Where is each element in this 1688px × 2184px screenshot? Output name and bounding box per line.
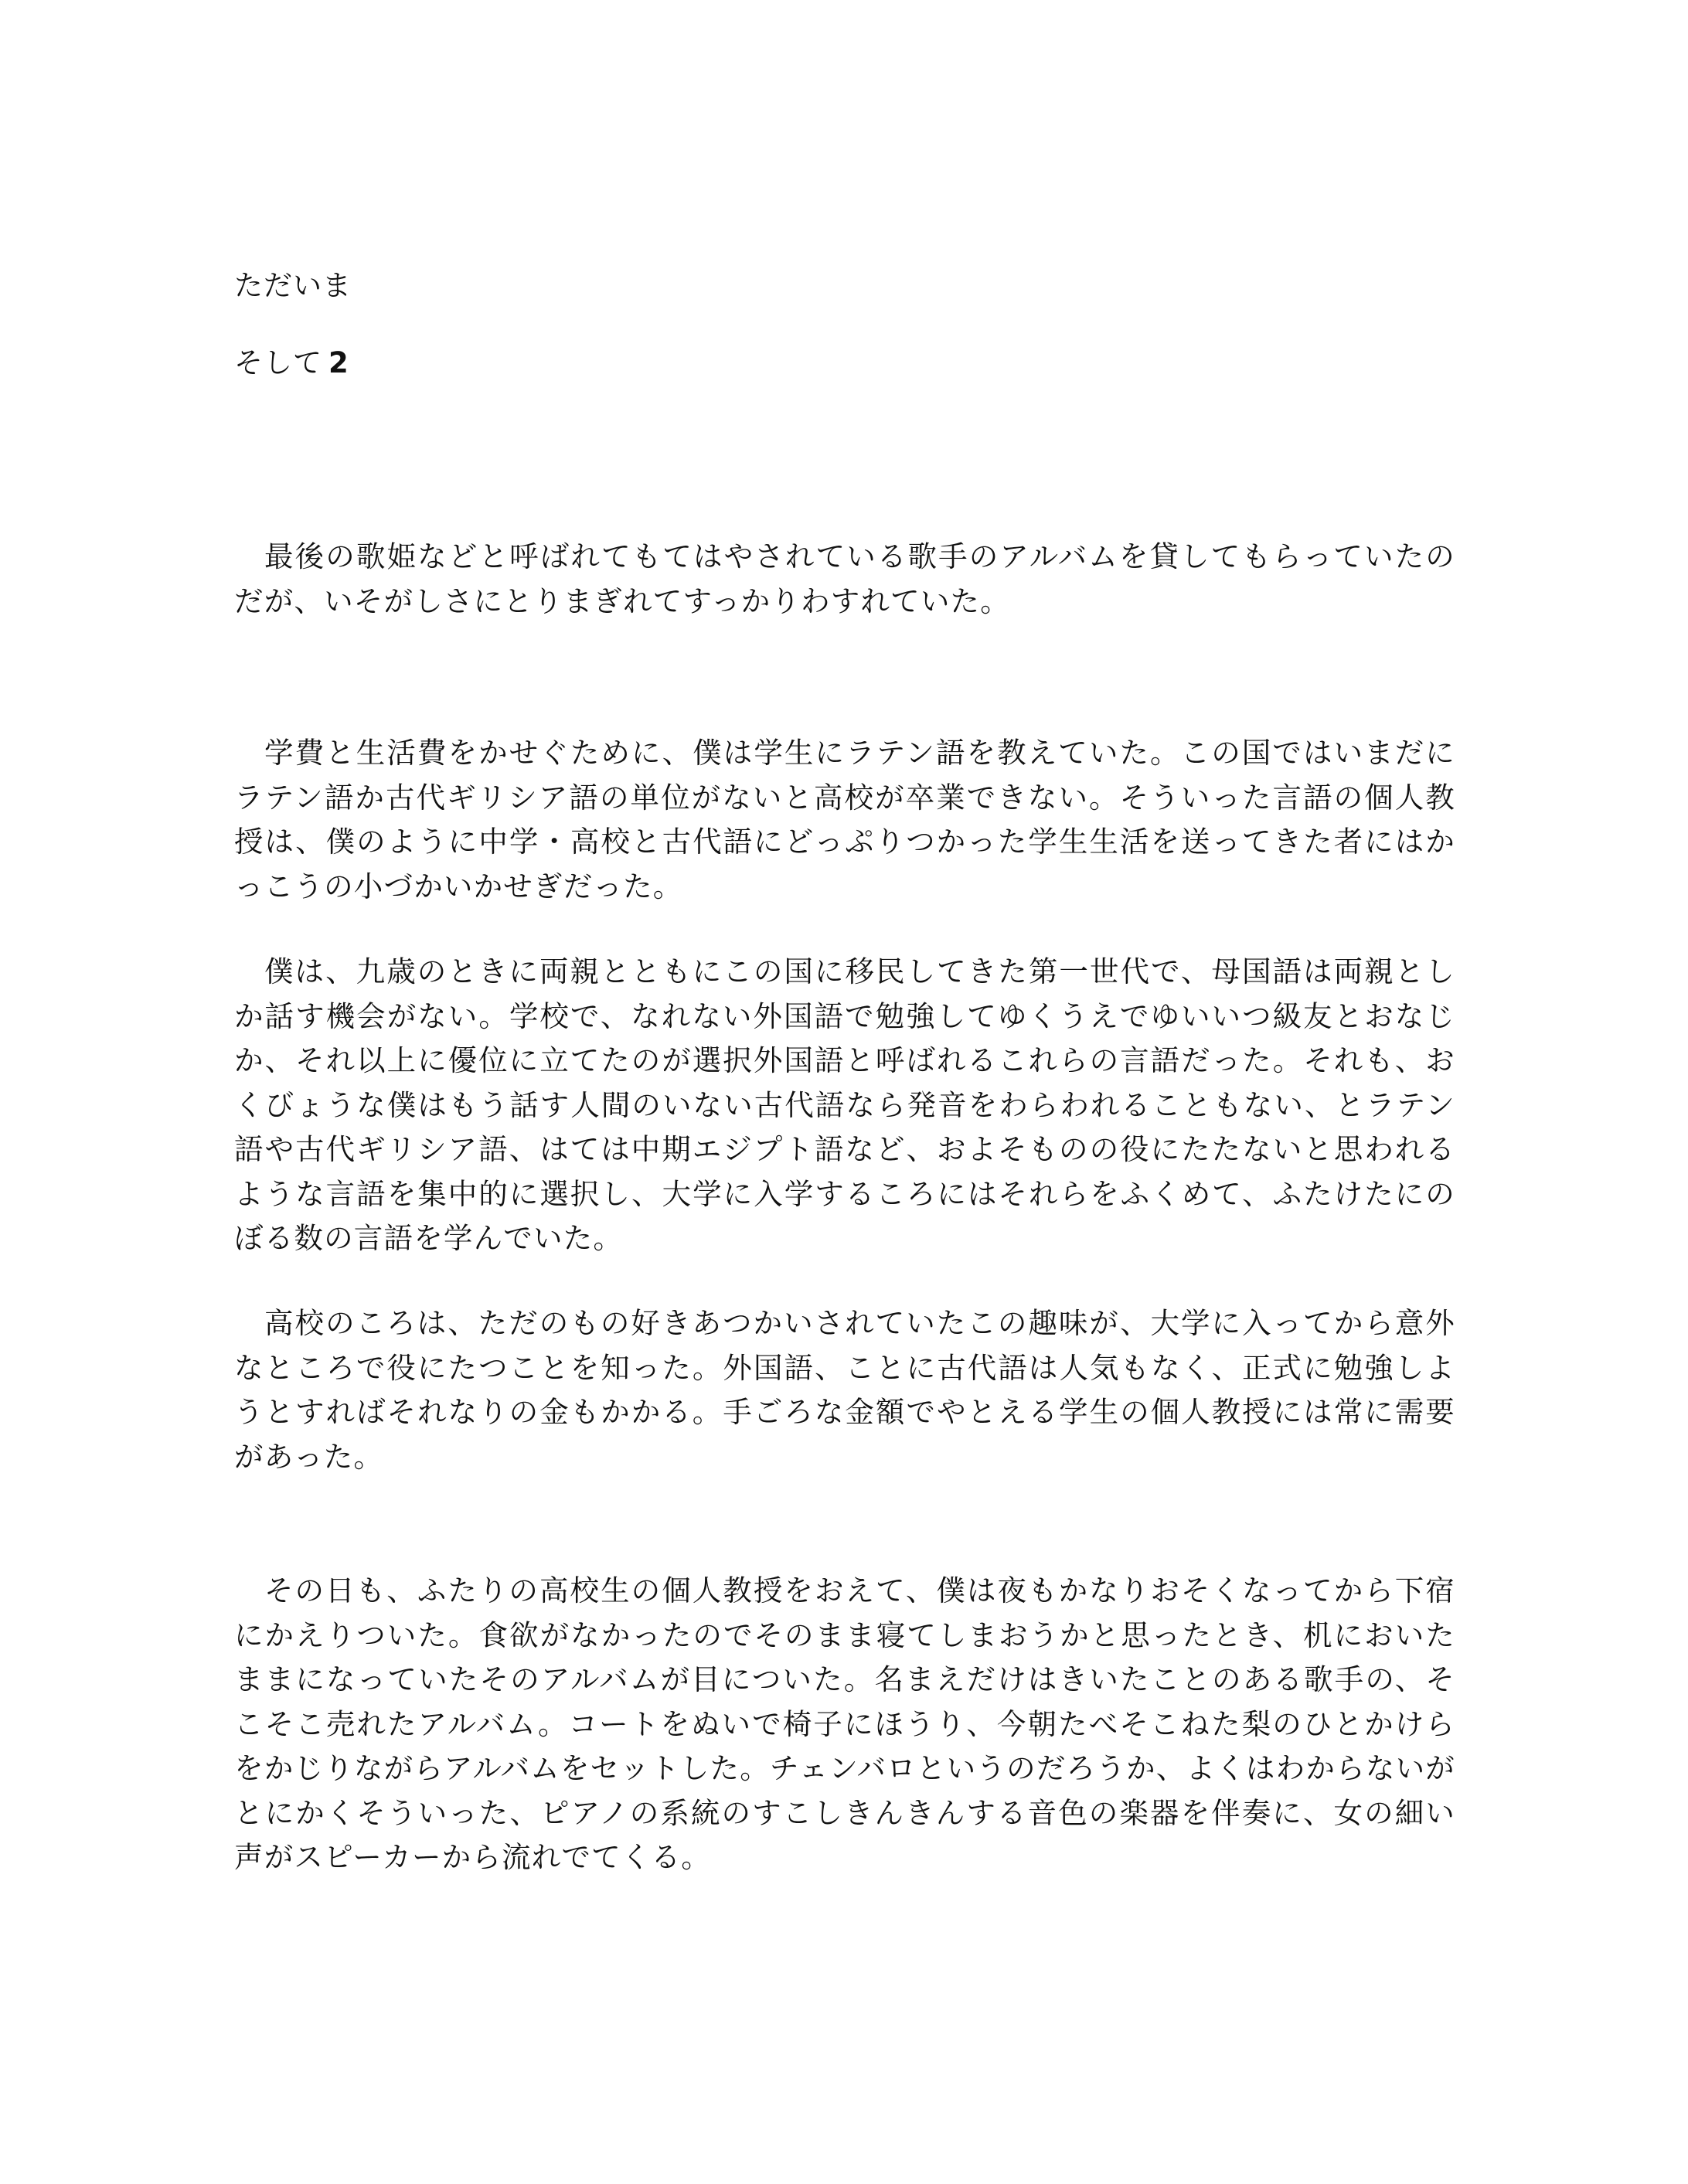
subtitle-number: 2 <box>328 346 349 379</box>
document-subtitle <box>234 346 349 380</box>
paragraph-2: 学費と生活費をかせぐために、僕は学生にラテン語を教えていた。この国ではいまだにラテン語か古代ギリシア語の単位がないと高校が卒業できない。そういった言語の個人教授は、僕のように中学・高校と古代語にどっぷりつかった学生生活を送ってきた者にはかっこうの小づかいかせぎだった。 <box>234 736 1455 903</box>
paragraph-1: 最後の歌姫などと呼ばれてもてはやされている歌手のアルバムを貸してもらっていたのだが、いそがしさにとりまぎれてすっかりわすれていた。 <box>234 539 1455 618</box>
title-text: ただいま <box>234 269 352 302</box>
paragraph-5: その日も、ふたりの高校生の個人教授をおえて、僕は夜もかなりおそくなってから下宿にかえりついた。食欲がなかったのでそのまま寝てしまおうかと思ったとき、机においたままになっていたそのアルバムが目についた。名まえだけはきいたことのある歌手の、そこそこ売れたアルバム。コートをぬいで椅子にほうり、今朝たべそこねた梨のひとかけらをかじりながらアルバムをセットした。チェンバロというのだろうか、よくはわからないがとにかくそういった、ピアノの系統のすこしきんきんする音色の楽器を伴奏に、女の細い声がスピーカーから流れでてくる。 <box>234 1573 1455 1874</box>
subtitle-text: そして <box>234 346 322 379</box>
document-title <box>234 269 352 303</box>
paragraph-4: 高校のころは、ただのもの好きあつかいされていたこの趣味が、大学に入ってから意外なところで役にたつことを知った。外国語、ことに古代語は人気もなく、正式に勉強しようとすればそれなりの金もかかる。手ごろな金額でやとえる学生の個人教授には常に需要があった。 <box>234 1306 1455 1474</box>
paragraph-3: 僕は、九歳のときに両親とともにこの国に移民してきた第一世代で、母国語は両親としか話す機会がない。学校で、なれない外国語で勉強してゆくうえでゆいいつ級友とおなじか、それ以上に優位に立てたのが選択外国語と呼ばれるこれらの言語だった。それも、おくびょうな僕はもう話す人間のいない古代語なら発音をわらわれることもない、とラテン語や古代ギリシア語、はては中期エジプト語など、およそものの役にたたないと思われるような言語を集中的に選択し、大学に入学するころにはそれらをふくめて、ふたけたにのぼる数の言語を学んでいた。 <box>234 954 1455 1255</box>
